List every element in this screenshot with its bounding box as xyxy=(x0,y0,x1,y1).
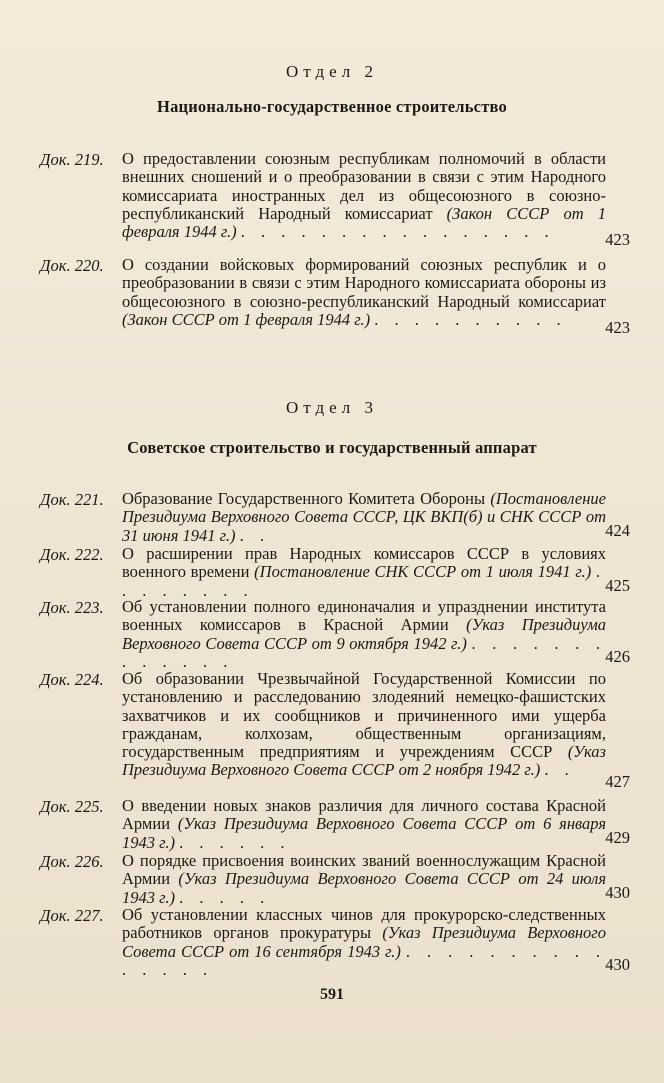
doc-title xyxy=(122,256,606,329)
page-number: 426 xyxy=(605,647,630,666)
page-number: 423 xyxy=(605,230,630,249)
doc-number: Док. 224. xyxy=(40,670,104,689)
page-number: 425 xyxy=(605,576,630,595)
doc-title-text: Образование Государственного Комитета Обороны xyxy=(122,489,486,508)
doc-title-text: О предоставлении союзным республикам полномочий в области внешних сношений и о преобразовании в связи с этим Народного комиссариата иностранных дел из общесоюзного в союзно-республиканский Народный комиссариат xyxy=(122,149,606,223)
doc-title-text: О введении новых знаков различия для личного состава Красной Армии xyxy=(122,796,606,834)
doc-number: Док. 219. xyxy=(40,150,104,169)
page-number: 427 xyxy=(605,772,630,791)
doc-title xyxy=(122,545,606,600)
doc-source: (Указ Президиума Верховного Совета СССР от 24 июля 1943 г.) xyxy=(122,869,606,907)
section-3-title: Советское строительство и государственный аппарат xyxy=(127,438,537,457)
doc-title-text: Об образовании Чрезвычайной Государственной Комиссии по установлению и расследованию злодеяний немецко-фашистских захватчиков и их сообщников и причиненного ими ущерба гражданам, колхозам, общественным организациям, государственным предприятиям и учреждениям СССР xyxy=(122,669,606,762)
page-number: 430 xyxy=(605,883,630,902)
doc-title xyxy=(122,852,606,907)
toc-entry xyxy=(40,255,630,346)
doc-source: (Закон СССР от 1 февраля 1944 г.) xyxy=(122,309,371,329)
doc-number: Док. 225. xyxy=(40,797,104,816)
leader-dots: . . . . . . xyxy=(179,832,291,852)
doc-source: (Указ Президиума Верховного Совета СССР от 6 января 1943 г.) xyxy=(122,814,607,852)
section-2-label: Отдел 2 xyxy=(286,62,378,81)
toc-entry xyxy=(40,489,630,546)
toc-entry xyxy=(40,796,630,853)
toc-entry xyxy=(40,544,630,601)
doc-title xyxy=(122,906,606,979)
doc-title xyxy=(122,670,606,780)
page-number: 429 xyxy=(605,828,630,847)
page-number: 424 xyxy=(605,521,630,540)
doc-number: Док. 221. xyxy=(40,490,104,509)
leader-dots: . . . . . . . . . . . . . . . . xyxy=(240,222,555,242)
page-number: 430 xyxy=(605,955,630,974)
section-3-label: Отдел 3 xyxy=(286,398,378,417)
doc-number: Док. 227. xyxy=(40,906,104,925)
doc-title-text: О расширении прав Народных комиссаров СССР в условиях военного времени xyxy=(122,544,606,582)
doc-title-text: О порядке присвоения воинских званий военнослужащим Красной Армии xyxy=(122,851,606,889)
toc-entry xyxy=(40,149,630,260)
leader-dots: . . . . . . . . . . xyxy=(374,309,567,329)
doc-title-text: Об установлении классных чинов для прокурорско-следственных работников органов прокуратуры xyxy=(122,905,606,943)
toc-entry xyxy=(40,851,630,908)
doc-source: (Указ Президиума Верховного Совета СССР от 9 октября 1942 г.) xyxy=(122,615,607,653)
toc-entry xyxy=(40,597,630,674)
leader-dots: . . . . . . . . . . . . . . . xyxy=(122,941,607,979)
doc-number: Док. 222. xyxy=(40,545,104,564)
doc-title xyxy=(122,598,606,671)
leader-dots: . . . . . . . . xyxy=(122,562,607,600)
doc-title xyxy=(122,797,606,852)
doc-title xyxy=(122,490,606,545)
doc-number: Док. 223. xyxy=(40,598,104,617)
toc-entry xyxy=(40,905,630,982)
doc-source: (Указ Президиума Верховного Совета СССР от 2 ноября 1942 г.) xyxy=(122,742,606,780)
doc-source: (Указ Президиума Верховного Совета СССР от 16 сентября 1943 г.) xyxy=(122,923,606,961)
doc-source: (Постановление СНК СССР от 1 июля 1941 г.) xyxy=(254,562,592,582)
doc-title-text: О создании войсковых формирований союзных республик и о преобразовании в связи с этим Народного комиссариата обороны из общесоюзного в союзно-республиканский Народный комиссариат xyxy=(122,255,606,311)
doc-source: (Постановление Президиума Верховного Совета СССР, ЦК ВКП(б) и СНК СССР от 31 июня 1941 г.) xyxy=(122,489,606,545)
leader-dots: . . xyxy=(544,760,575,780)
page-folio: 591 xyxy=(320,986,344,1003)
toc-entry xyxy=(40,669,630,800)
doc-number: Док. 226. xyxy=(40,852,104,871)
page-number: 423 xyxy=(605,318,630,337)
doc-number: Док. 220. xyxy=(40,256,104,275)
doc-source: (Закон СССР от 1 февраля 1944 г.) xyxy=(122,203,606,242)
leader-dots: . . xyxy=(239,525,270,545)
doc-title xyxy=(122,150,606,241)
leader-dots: . . . . . xyxy=(179,887,271,907)
leader-dots: . . . . . . . . . . . . . xyxy=(122,633,606,671)
section-2-title: Национально-государственное строительство xyxy=(157,97,507,116)
doc-title-text: Об установлении полного единоначалия и упразднении института военных комиссаров в Красной Армии xyxy=(122,597,606,635)
